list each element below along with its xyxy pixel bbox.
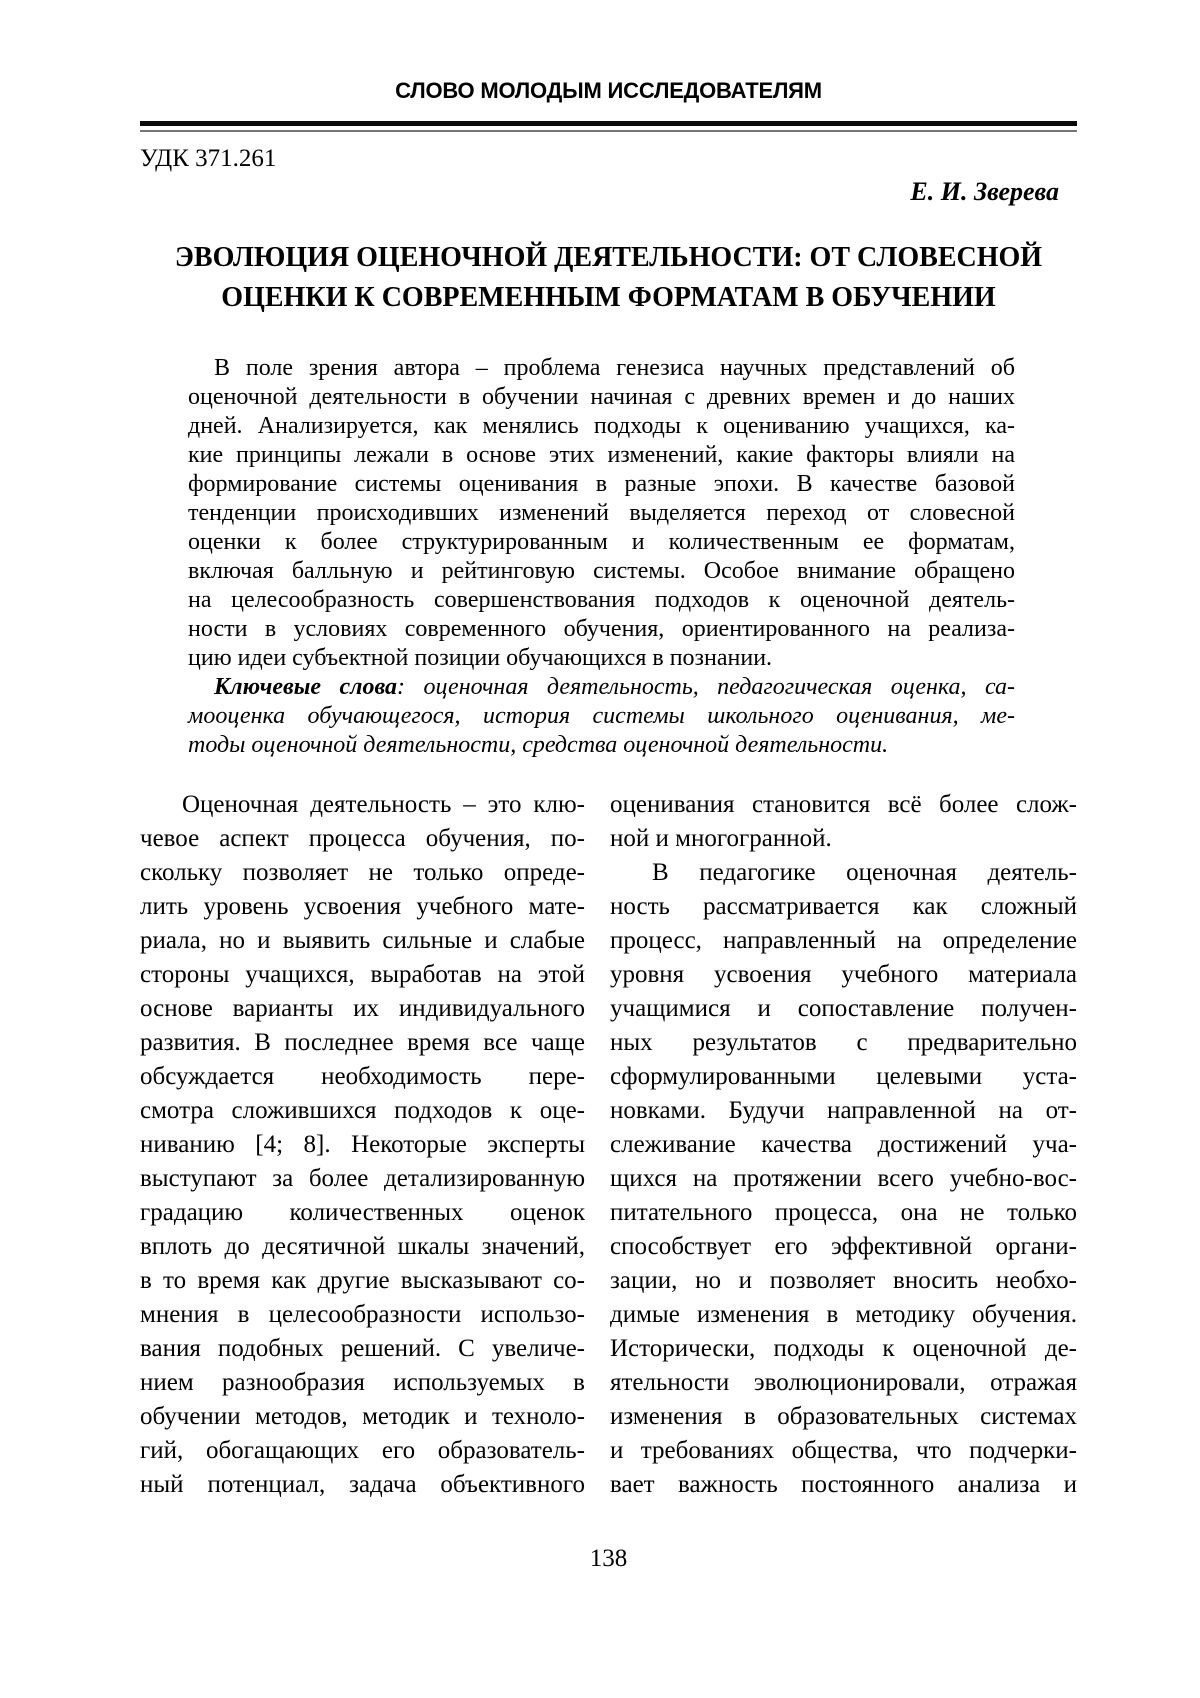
body-text-line: слеживание качества достижений уча-: [610, 1131, 1077, 1158]
body-text-line: щихся на протяжении всего учебно-вос-: [610, 1165, 1077, 1192]
author-name: Е. И. Зверева: [910, 177, 1059, 206]
body-text-line: Оценочная деятельность – это клю-: [182, 791, 585, 818]
body-text-line: новками. Будучи направленной на от-: [610, 1097, 1077, 1124]
abstract-line: на целесообразность совершенствования подходов к оценочной деятель-: [188, 587, 1015, 613]
abstract-line: кие принципы лежали в основе этих изменений, какие факторы влияли на: [188, 442, 1015, 468]
body-text-line: обучении методов, методик и техноло-: [140, 1403, 585, 1430]
body-text-line: в то время как другие высказывают со-: [140, 1267, 585, 1294]
body-text-line: питательного процесса, она не только: [610, 1199, 1077, 1226]
keywords-lines: [188, 702, 1015, 760]
body-text-line: ных результатов с предварительно: [610, 1029, 1077, 1056]
body-text-line: смотра сложившихся подходов к оце-: [140, 1097, 585, 1124]
abstract-block: [188, 354, 1015, 760]
body-text-line: ной и многогранной.: [610, 825, 832, 852]
body-text-line: вания подобных решений. С увеличе-: [140, 1335, 585, 1362]
body-text-line: уровня усвоения учебного материала: [610, 961, 1077, 988]
body-text-line: способствует его эффективной органи-: [610, 1233, 1077, 1260]
body-text-line: процесс, направленный на определение: [610, 927, 1077, 954]
body-text-line: обсуждается необходимость пере-: [140, 1063, 585, 1090]
body-text-line: мнения в целесообразности использо-: [140, 1301, 585, 1328]
body-text-line: учащимися и сопоставление получен-: [610, 995, 1077, 1022]
body-text-line: ниванию [4; 8]. Некоторые эксперты: [140, 1131, 585, 1158]
body-text-line: градацию количественных оценок: [140, 1199, 585, 1226]
right-column: [610, 788, 1077, 1502]
keywords-label: Ключевые слова: [214, 674, 398, 700]
body-text-line: гий, обогащающих его образователь-: [140, 1437, 585, 1464]
body-text-line: выступают за более детализированную: [140, 1165, 585, 1192]
keywords-first-line: [188, 673, 1015, 702]
body-text-line: риала, но и выявить сильные и слабые: [140, 927, 585, 954]
body-text-line: оценивания становится всё более слож-: [610, 791, 1077, 818]
abstract-line: тенденции происходивших изменений выделяется переход от словесной: [188, 500, 1015, 526]
body-text-line: изменения в образовательных системах: [610, 1403, 1077, 1430]
body-text-line: и требованиях общества, что подчерки-: [610, 1437, 1077, 1464]
body-text-line: развития. В последнее время все чаще: [140, 1029, 585, 1056]
body-text-line: скольку позволяет не только опреде-: [140, 859, 585, 886]
body-text-line: нием разнообразия используемых в: [140, 1369, 585, 1396]
body-text-line: чевое аспект процесса обучения, по-: [140, 825, 585, 852]
body-text-line: Исторически, подходы к оценочной де-: [610, 1335, 1077, 1362]
section-rubric: СЛОВО МОЛОДЫМ ИССЛЕДОВАТЕЛЯМ: [395, 78, 822, 103]
body-text-line: зации, но и позволяет вносить необхо-: [610, 1267, 1077, 1294]
body-text-line: основе варианты их индивидуального: [140, 995, 585, 1022]
keywords-line: тоды оценочной деятельности, средства оценочной деятельности.: [188, 732, 889, 758]
abstract-line: включая балльную и рейтинговую системы. Особое внимание обращено: [188, 558, 1015, 584]
body-text-line: В педагогике оценочная деятель-: [652, 859, 1077, 886]
udc-code: УДК 371.261: [140, 145, 277, 172]
body-text-line: вплоть до десятичной шкалы значений,: [140, 1233, 585, 1260]
abstract-line: ности в условиях современного обучения, ориентированного на реализа-: [188, 616, 1015, 642]
abstract-line: В поле зрения автора – проблема генезиса научных представлений об: [214, 355, 1015, 381]
body-text-line: ность рассматривается как сложный: [610, 893, 1077, 920]
body-text-line: вает важность постоянного анализа и: [610, 1471, 1077, 1498]
page-number: 138: [589, 1545, 628, 1572]
abstract-line: оценочной деятельности в обучении начиная с древних времен и до наших: [188, 384, 1015, 410]
body-text-line: стороны учащихся, выработав на этой: [140, 961, 585, 988]
article-title-line: ОЦЕНКИ К СОВРЕМЕННЫМ ФОРМАТАМ В ОБУЧЕНИИ: [221, 282, 996, 313]
header-divider: [140, 121, 1077, 132]
abstract-line: оценки к более структурированным и количественным ее форматам,: [188, 529, 1015, 555]
body-text-line: димые изменения в методику обучения.: [610, 1301, 1077, 1328]
divider-thick-rule: [140, 121, 1077, 126]
divider-thin-rule: [140, 130, 1077, 132]
abstract-line: дней. Анализируется, как менялись подходы к оцениванию учащихся, ка-: [188, 413, 1015, 439]
body-text-line: лить уровень усвоения учебного мате-: [140, 893, 585, 920]
keywords-line: мооценка обучающегося, история системы школьного оценивания, ме-: [188, 703, 1015, 729]
keywords-first-line-rest: : оценочная деятельность, педагогическая оценка, са-: [397, 674, 1015, 700]
abstract-line: цию идеи субъектной позиции обучающихся в познании.: [188, 645, 773, 671]
left-column: [140, 788, 585, 1502]
abstract-line: формирование системы оценивания в разные эпохи. В качестве базовой: [188, 471, 1015, 497]
article-title: [140, 238, 1077, 318]
abstract-lines: [188, 354, 1015, 673]
body-columns: [140, 788, 1077, 1502]
body-text-line: ятельности эволюционировали, отражая: [610, 1369, 1077, 1396]
body-text-line: сформулированными целевыми уста-: [610, 1063, 1077, 1090]
page-content: [140, 0, 1077, 1574]
article-title-line: ЭВОЛЮЦИЯ ОЦЕНОЧНОЙ ДЕЯТЕЛЬНОСТИ: ОТ СЛОВЕСНОЙ: [174, 242, 1043, 273]
body-text-line: ный потенциал, задача объективного: [140, 1471, 585, 1498]
